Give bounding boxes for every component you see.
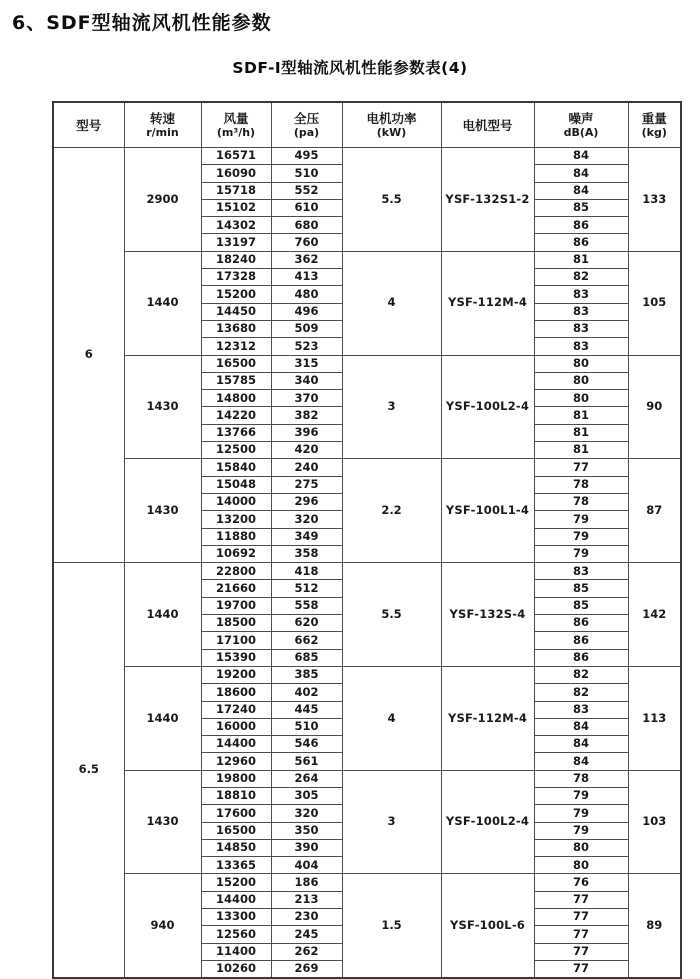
table-row	[53, 874, 681, 891]
pressure-cell: 509	[271, 320, 342, 337]
pressure-cell: 413	[271, 269, 342, 286]
airflow-cell: 15200	[201, 874, 271, 891]
model-cell: 6	[53, 148, 124, 563]
airflow-cell: 17600	[201, 805, 271, 822]
power-cell: 3	[342, 770, 441, 874]
pressure-cell: 680	[271, 217, 342, 234]
pressure-cell: 523	[271, 338, 342, 355]
noise-cell: 85	[534, 199, 628, 216]
col-header-speed-unit: r/min	[146, 125, 179, 139]
pressure-cell: 662	[271, 632, 342, 649]
noise-cell: 82	[534, 684, 628, 701]
pressure-cell: 320	[271, 805, 342, 822]
pressure-cell: 213	[271, 891, 342, 908]
pressure-cell: 420	[271, 442, 342, 459]
airflow-cell: 16571	[201, 148, 271, 165]
pressure-cell: 512	[271, 580, 342, 597]
weight-cell: 113	[628, 666, 681, 770]
noise-cell: 77	[534, 891, 628, 908]
airflow-cell: 12560	[201, 926, 271, 943]
pressure-cell: 315	[271, 355, 342, 372]
col-header-airflow-label: 风量	[223, 110, 249, 126]
airflow-cell: 15048	[201, 476, 271, 493]
noise-cell: 83	[534, 286, 628, 303]
airflow-cell: 14400	[201, 891, 271, 908]
pressure-cell: 396	[271, 424, 342, 441]
airflow-cell: 16000	[201, 718, 271, 735]
col-header-pressure	[271, 102, 342, 148]
pressure-cell: 496	[271, 303, 342, 320]
pressure-cell: 404	[271, 857, 342, 874]
weight-cell: 142	[628, 563, 681, 667]
airflow-cell: 15390	[201, 649, 271, 666]
col-header-model	[53, 102, 124, 148]
pressure-cell: 561	[271, 753, 342, 770]
table-row	[53, 148, 681, 165]
pressure-cell: 760	[271, 234, 342, 251]
col-header-power-label: 电机功率	[366, 110, 417, 126]
performance-table	[52, 101, 682, 979]
airflow-cell: 14220	[201, 407, 271, 424]
pressure-cell: 240	[271, 459, 342, 476]
power-cell: 4	[342, 666, 441, 770]
motor-model-cell: YSF-100L1-4	[441, 459, 534, 563]
pressure-cell: 402	[271, 684, 342, 701]
noise-cell: 76	[534, 874, 628, 891]
power-cell: 5.5	[342, 563, 441, 667]
performance-table-body	[53, 148, 681, 979]
motor-model-cell: YSF-100L2-4	[441, 770, 534, 874]
speed-cell: 940	[124, 874, 201, 978]
airflow-cell: 19700	[201, 597, 271, 614]
noise-cell: 84	[534, 753, 628, 770]
airflow-cell: 17240	[201, 701, 271, 718]
airflow-cell: 18500	[201, 615, 271, 632]
airflow-cell: 13300	[201, 909, 271, 926]
airflow-cell: 13365	[201, 857, 271, 874]
pressure-cell: 558	[271, 597, 342, 614]
noise-cell: 79	[534, 545, 628, 562]
pressure-cell: 510	[271, 165, 342, 182]
col-header-weight-unit: (kg)	[641, 125, 667, 139]
pressure-cell: 480	[271, 286, 342, 303]
noise-cell: 86	[534, 217, 628, 234]
pressure-cell: 370	[271, 390, 342, 407]
airflow-cell: 15200	[201, 286, 271, 303]
pressure-cell: 362	[271, 251, 342, 268]
airflow-cell: 16500	[201, 822, 271, 839]
col-header-weight-label: 重量	[641, 110, 667, 126]
airflow-cell: 14000	[201, 493, 271, 510]
header-row	[53, 102, 681, 148]
pressure-cell: 275	[271, 476, 342, 493]
pressure-cell: 350	[271, 822, 342, 839]
table-row	[53, 355, 681, 372]
noise-cell: 77	[534, 943, 628, 960]
noise-cell: 84	[534, 182, 628, 199]
airflow-cell: 14302	[201, 217, 271, 234]
table-row	[53, 666, 681, 683]
speed-cell: 2900	[124, 148, 201, 252]
motor-model-cell: YSF-132S-4	[441, 563, 534, 667]
noise-cell: 83	[534, 701, 628, 718]
noise-cell: 80	[534, 372, 628, 389]
noise-cell: 78	[534, 476, 628, 493]
power-cell: 2.2	[342, 459, 441, 563]
airflow-cell: 16090	[201, 165, 271, 182]
pressure-cell: 320	[271, 511, 342, 528]
speed-cell: 1440	[124, 563, 201, 667]
airflow-cell: 15718	[201, 182, 271, 199]
noise-cell: 77	[534, 926, 628, 943]
airflow-cell: 19200	[201, 666, 271, 683]
motor-model-cell: YSF-132S1-2	[441, 148, 534, 252]
pressure-cell: 262	[271, 943, 342, 960]
noise-cell: 81	[534, 442, 628, 459]
airflow-cell: 12500	[201, 442, 271, 459]
airflow-cell: 14450	[201, 303, 271, 320]
col-header-model-label: 型号	[76, 117, 102, 133]
pressure-cell: 296	[271, 493, 342, 510]
pressure-cell: 269	[271, 960, 342, 978]
airflow-cell: 12312	[201, 338, 271, 355]
col-header-power	[342, 102, 441, 148]
noise-cell: 77	[534, 960, 628, 978]
pressure-cell: 546	[271, 736, 342, 753]
airflow-cell: 12960	[201, 753, 271, 770]
airflow-cell: 17328	[201, 269, 271, 286]
noise-cell: 83	[534, 338, 628, 355]
noise-cell: 79	[534, 805, 628, 822]
airflow-cell: 11400	[201, 943, 271, 960]
col-header-speed-label: 转速	[149, 110, 175, 126]
col-header-airflow-unit: (m³/h)	[216, 125, 256, 139]
noise-cell: 78	[534, 493, 628, 510]
pressure-cell: 385	[271, 666, 342, 683]
col-header-noise	[534, 102, 628, 148]
weight-cell: 90	[628, 355, 681, 459]
airflow-cell: 22800	[201, 563, 271, 580]
airflow-cell: 13766	[201, 424, 271, 441]
airflow-cell: 18240	[201, 251, 271, 268]
power-cell: 3	[342, 355, 441, 459]
airflow-cell: 13197	[201, 234, 271, 251]
noise-cell: 80	[534, 857, 628, 874]
airflow-cell: 21660	[201, 580, 271, 597]
airflow-cell: 18810	[201, 787, 271, 804]
table-row	[53, 770, 681, 787]
airflow-cell: 17100	[201, 632, 271, 649]
pressure-cell: 358	[271, 545, 342, 562]
speed-cell: 1430	[124, 355, 201, 459]
speed-cell: 1430	[124, 459, 201, 563]
pressure-cell: 245	[271, 926, 342, 943]
pressure-cell: 230	[271, 909, 342, 926]
col-header-speed	[124, 102, 201, 148]
noise-cell: 82	[534, 269, 628, 286]
page-title: 6、SDF型轴流风机性能参数	[12, 12, 272, 34]
airflow-cell: 10692	[201, 545, 271, 562]
col-header-airflow	[201, 102, 271, 148]
noise-cell: 83	[534, 563, 628, 580]
noise-cell: 84	[534, 148, 628, 165]
pressure-cell: 186	[271, 874, 342, 891]
airflow-cell: 19800	[201, 770, 271, 787]
pressure-cell: 349	[271, 528, 342, 545]
document-page	[0, 8, 700, 976]
weight-cell: 103	[628, 770, 681, 874]
col-header-pressure-label: 全压	[293, 110, 319, 126]
airflow-cell: 16500	[201, 355, 271, 372]
model-cell: 6.5	[53, 563, 124, 979]
pressure-cell: 495	[271, 148, 342, 165]
speed-cell: 1430	[124, 770, 201, 874]
noise-cell: 86	[534, 615, 628, 632]
airflow-cell: 15785	[201, 372, 271, 389]
col-header-noise-unit: dB(A)	[563, 125, 599, 139]
speed-cell: 1440	[124, 251, 201, 355]
noise-cell: 84	[534, 736, 628, 753]
pressure-cell: 610	[271, 199, 342, 216]
noise-cell: 81	[534, 251, 628, 268]
speed-cell: 1440	[124, 666, 201, 770]
noise-cell: 84	[534, 165, 628, 182]
pressure-cell: 445	[271, 701, 342, 718]
noise-cell: 86	[534, 632, 628, 649]
pressure-cell: 390	[271, 839, 342, 856]
noise-cell: 84	[534, 718, 628, 735]
power-cell: 4	[342, 251, 441, 355]
pressure-cell: 305	[271, 787, 342, 804]
noise-cell: 85	[534, 580, 628, 597]
airflow-cell: 13680	[201, 320, 271, 337]
col-header-pressure-unit: (pa)	[293, 125, 320, 139]
col-header-power-unit: (kW)	[376, 125, 407, 139]
airflow-cell: 14400	[201, 736, 271, 753]
col-header-motor	[441, 102, 534, 148]
noise-cell: 85	[534, 597, 628, 614]
pressure-cell: 418	[271, 563, 342, 580]
pressure-cell: 340	[271, 372, 342, 389]
noise-cell: 81	[534, 407, 628, 424]
table-row	[53, 459, 681, 476]
pressure-cell: 620	[271, 615, 342, 632]
noise-cell: 83	[534, 320, 628, 337]
table-title: SDF-I型轴流风机性能参数表(4)	[232, 59, 468, 77]
pressure-cell: 510	[271, 718, 342, 735]
airflow-cell: 11880	[201, 528, 271, 545]
airflow-cell: 10260	[201, 960, 271, 978]
weight-cell: 105	[628, 251, 681, 355]
noise-cell: 79	[534, 511, 628, 528]
table-row	[53, 251, 681, 268]
noise-cell: 77	[534, 459, 628, 476]
motor-model-cell: YSF-112M-4	[441, 666, 534, 770]
airflow-cell: 15840	[201, 459, 271, 476]
weight-cell: 87	[628, 459, 681, 563]
pressure-cell: 552	[271, 182, 342, 199]
airflow-cell: 14850	[201, 839, 271, 856]
noise-cell: 86	[534, 649, 628, 666]
noise-cell: 77	[534, 909, 628, 926]
motor-model-cell: YSF-100L-6	[441, 874, 534, 978]
table-row	[53, 563, 681, 580]
noise-cell: 79	[534, 822, 628, 839]
noise-cell: 79	[534, 528, 628, 545]
pressure-cell: 264	[271, 770, 342, 787]
noise-cell: 80	[534, 839, 628, 856]
noise-cell: 78	[534, 770, 628, 787]
noise-cell: 82	[534, 666, 628, 683]
airflow-cell: 13200	[201, 511, 271, 528]
noise-cell: 86	[534, 234, 628, 251]
noise-cell: 81	[534, 424, 628, 441]
power-cell: 5.5	[342, 148, 441, 252]
motor-model-cell: YSF-100L2-4	[441, 355, 534, 459]
airflow-cell: 14800	[201, 390, 271, 407]
pressure-cell: 685	[271, 649, 342, 666]
power-cell: 1.5	[342, 874, 441, 978]
col-header-motor-label: 电机型号	[462, 117, 513, 133]
noise-cell: 79	[534, 787, 628, 804]
col-header-noise-label: 噪声	[568, 110, 594, 126]
noise-cell: 83	[534, 303, 628, 320]
airflow-cell: 18600	[201, 684, 271, 701]
noise-cell: 80	[534, 355, 628, 372]
pressure-cell: 382	[271, 407, 342, 424]
weight-cell: 133	[628, 148, 681, 252]
airflow-cell: 15102	[201, 199, 271, 216]
col-header-weight	[628, 102, 681, 148]
motor-model-cell: YSF-112M-4	[441, 251, 534, 355]
noise-cell: 80	[534, 390, 628, 407]
weight-cell: 89	[628, 874, 681, 978]
